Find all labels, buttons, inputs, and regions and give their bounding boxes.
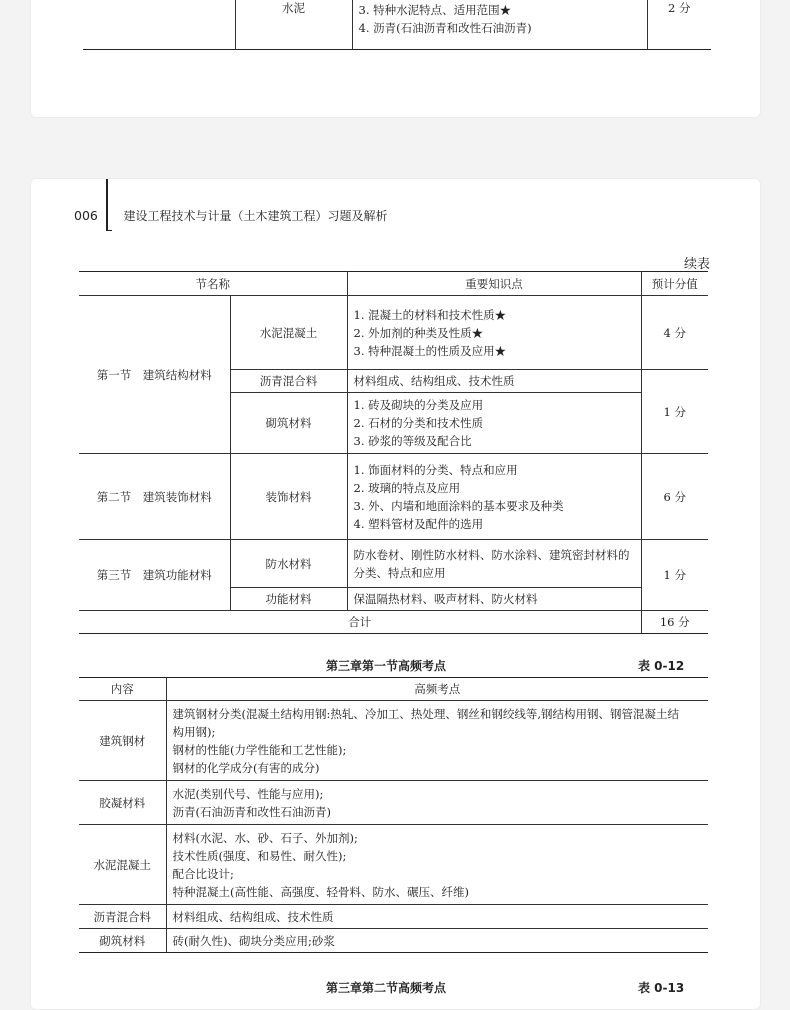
previous-table-fragment [83, 0, 711, 51]
page-number: 006 [74, 208, 98, 223]
next-table-number: 表 0-13 [638, 981, 685, 995]
knowledge-points: 防水卷材、刚性防水材料、防水涂料、建筑密封材料的 分类、特点和应用 [347, 540, 641, 588]
total-label: 合计 [79, 611, 641, 634]
knowledge-points: 1. 饰面材料的分类、特点和应用 2. 玻璃的特点及应用 3. 外、内墙和地面涂料的基本要求及种类 4. 塑料管材及配件的选用 [347, 454, 641, 540]
high-frequency-points: 砖(耐久性)、砌块分类应用;砂浆 [166, 929, 708, 953]
subsection-name: 水泥混凝土 [230, 296, 347, 370]
high-frequency-table [79, 677, 708, 953]
content-name: 建筑钢材 [79, 701, 166, 781]
content-name: 沥青混合料 [79, 905, 166, 929]
col-header-content: 内容 [79, 678, 166, 701]
table-row [79, 296, 708, 370]
high-frequency-points: 材料(水泥、水、砂、石子、外加剂); 技术性质(强度、和易性、耐久性); 配合比设计; 特种混凝土(高性能、高强度、轻骨料、防水、碾压、纤维) [166, 825, 708, 905]
next-table-caption: 第三章第二节高频考点 [326, 981, 447, 995]
subsection-name: 防水材料 [230, 540, 347, 588]
table-row [79, 454, 708, 540]
fragment-points: 3. 特种水泥特点、适用范围★ 4. 沥青(石油沥青和改性石油沥青) [352, 0, 647, 49]
score: 1 分 [641, 540, 708, 611]
table-header-row [79, 678, 708, 701]
table-row [79, 540, 708, 588]
table2-caption: 第三章第一节高频考点 [326, 659, 447, 673]
page-card [30, 178, 761, 1010]
table-row [79, 781, 708, 825]
table2-number: 表 0-12 [638, 659, 685, 673]
knowledge-points: 1. 混凝土的材料和技术性质★ 2. 外加剂的种类及性质★ 3. 特种混凝土的性质及应用★ [347, 296, 641, 370]
content-name: 水泥混凝土 [79, 825, 166, 905]
continued-label: 续表 [683, 257, 710, 272]
knowledge-points-table [79, 271, 708, 634]
col-header-points: 重要知识点 [347, 272, 641, 296]
header-rule-hook [106, 230, 112, 231]
section-name: 第三节 建筑功能材料 [79, 540, 230, 611]
content-name: 砌筑材料 [79, 929, 166, 953]
fragment-subsection: 水泥 [235, 0, 352, 49]
subsection-name: 砌筑材料 [230, 393, 347, 454]
table-row [79, 701, 708, 781]
score: 4 分 [641, 296, 708, 370]
col-header-points: 高频考点 [166, 678, 708, 701]
total-row [79, 611, 708, 634]
table-row [79, 825, 708, 905]
knowledge-points: 1. 砖及砌块的分类及应用 2. 石材的分类和技术性质 3. 砂浆的等级及配合比 [347, 393, 641, 454]
subsection-name: 装饰材料 [230, 454, 347, 540]
book-title: 建设工程技术与计量（土木建筑工程）习题及解析 [123, 209, 388, 223]
score: 6 分 [641, 454, 708, 540]
knowledge-points: 材料组成、结构组成、技术性质 [347, 370, 641, 393]
fragment-score: 2 分 [668, 1, 691, 15]
total-score: 16 分 [641, 611, 708, 634]
previous-page-card [30, 0, 761, 118]
page-header [74, 207, 388, 224]
col-header-section: 节名称 [79, 272, 347, 296]
section-name: 第一节 建筑结构材料 [79, 296, 230, 454]
table-header-row [79, 272, 708, 296]
col-header-score: 预计分值 [641, 272, 708, 296]
content-name: 胶凝材料 [79, 781, 166, 825]
score: 1 分 [641, 370, 708, 454]
table-row [79, 905, 708, 929]
table-row [79, 929, 708, 953]
high-frequency-points: 材料组成、结构组成、技术性质 [166, 905, 708, 929]
high-frequency-points: 建筑钢材分类(混凝土结构用钢:热轧、冷加工、热处理、钢丝和钢绞线等,钢结构用钢、钢管混凝土结 构用钢); 钢材的性能(力学性能和工艺性能); 钢材的化学成分(有害的成分) [166, 701, 708, 781]
section-name: 第二节 建筑装饰材料 [79, 454, 230, 540]
high-frequency-points: 水泥(类别代号、性能与应用); 沥青(石油沥青和改性石油沥青) [166, 781, 708, 825]
subsection-name: 功能材料 [230, 588, 347, 611]
knowledge-points: 保温隔热材料、吸声材料、防火材料 [347, 588, 641, 611]
subsection-name: 沥青混合料 [230, 370, 347, 393]
